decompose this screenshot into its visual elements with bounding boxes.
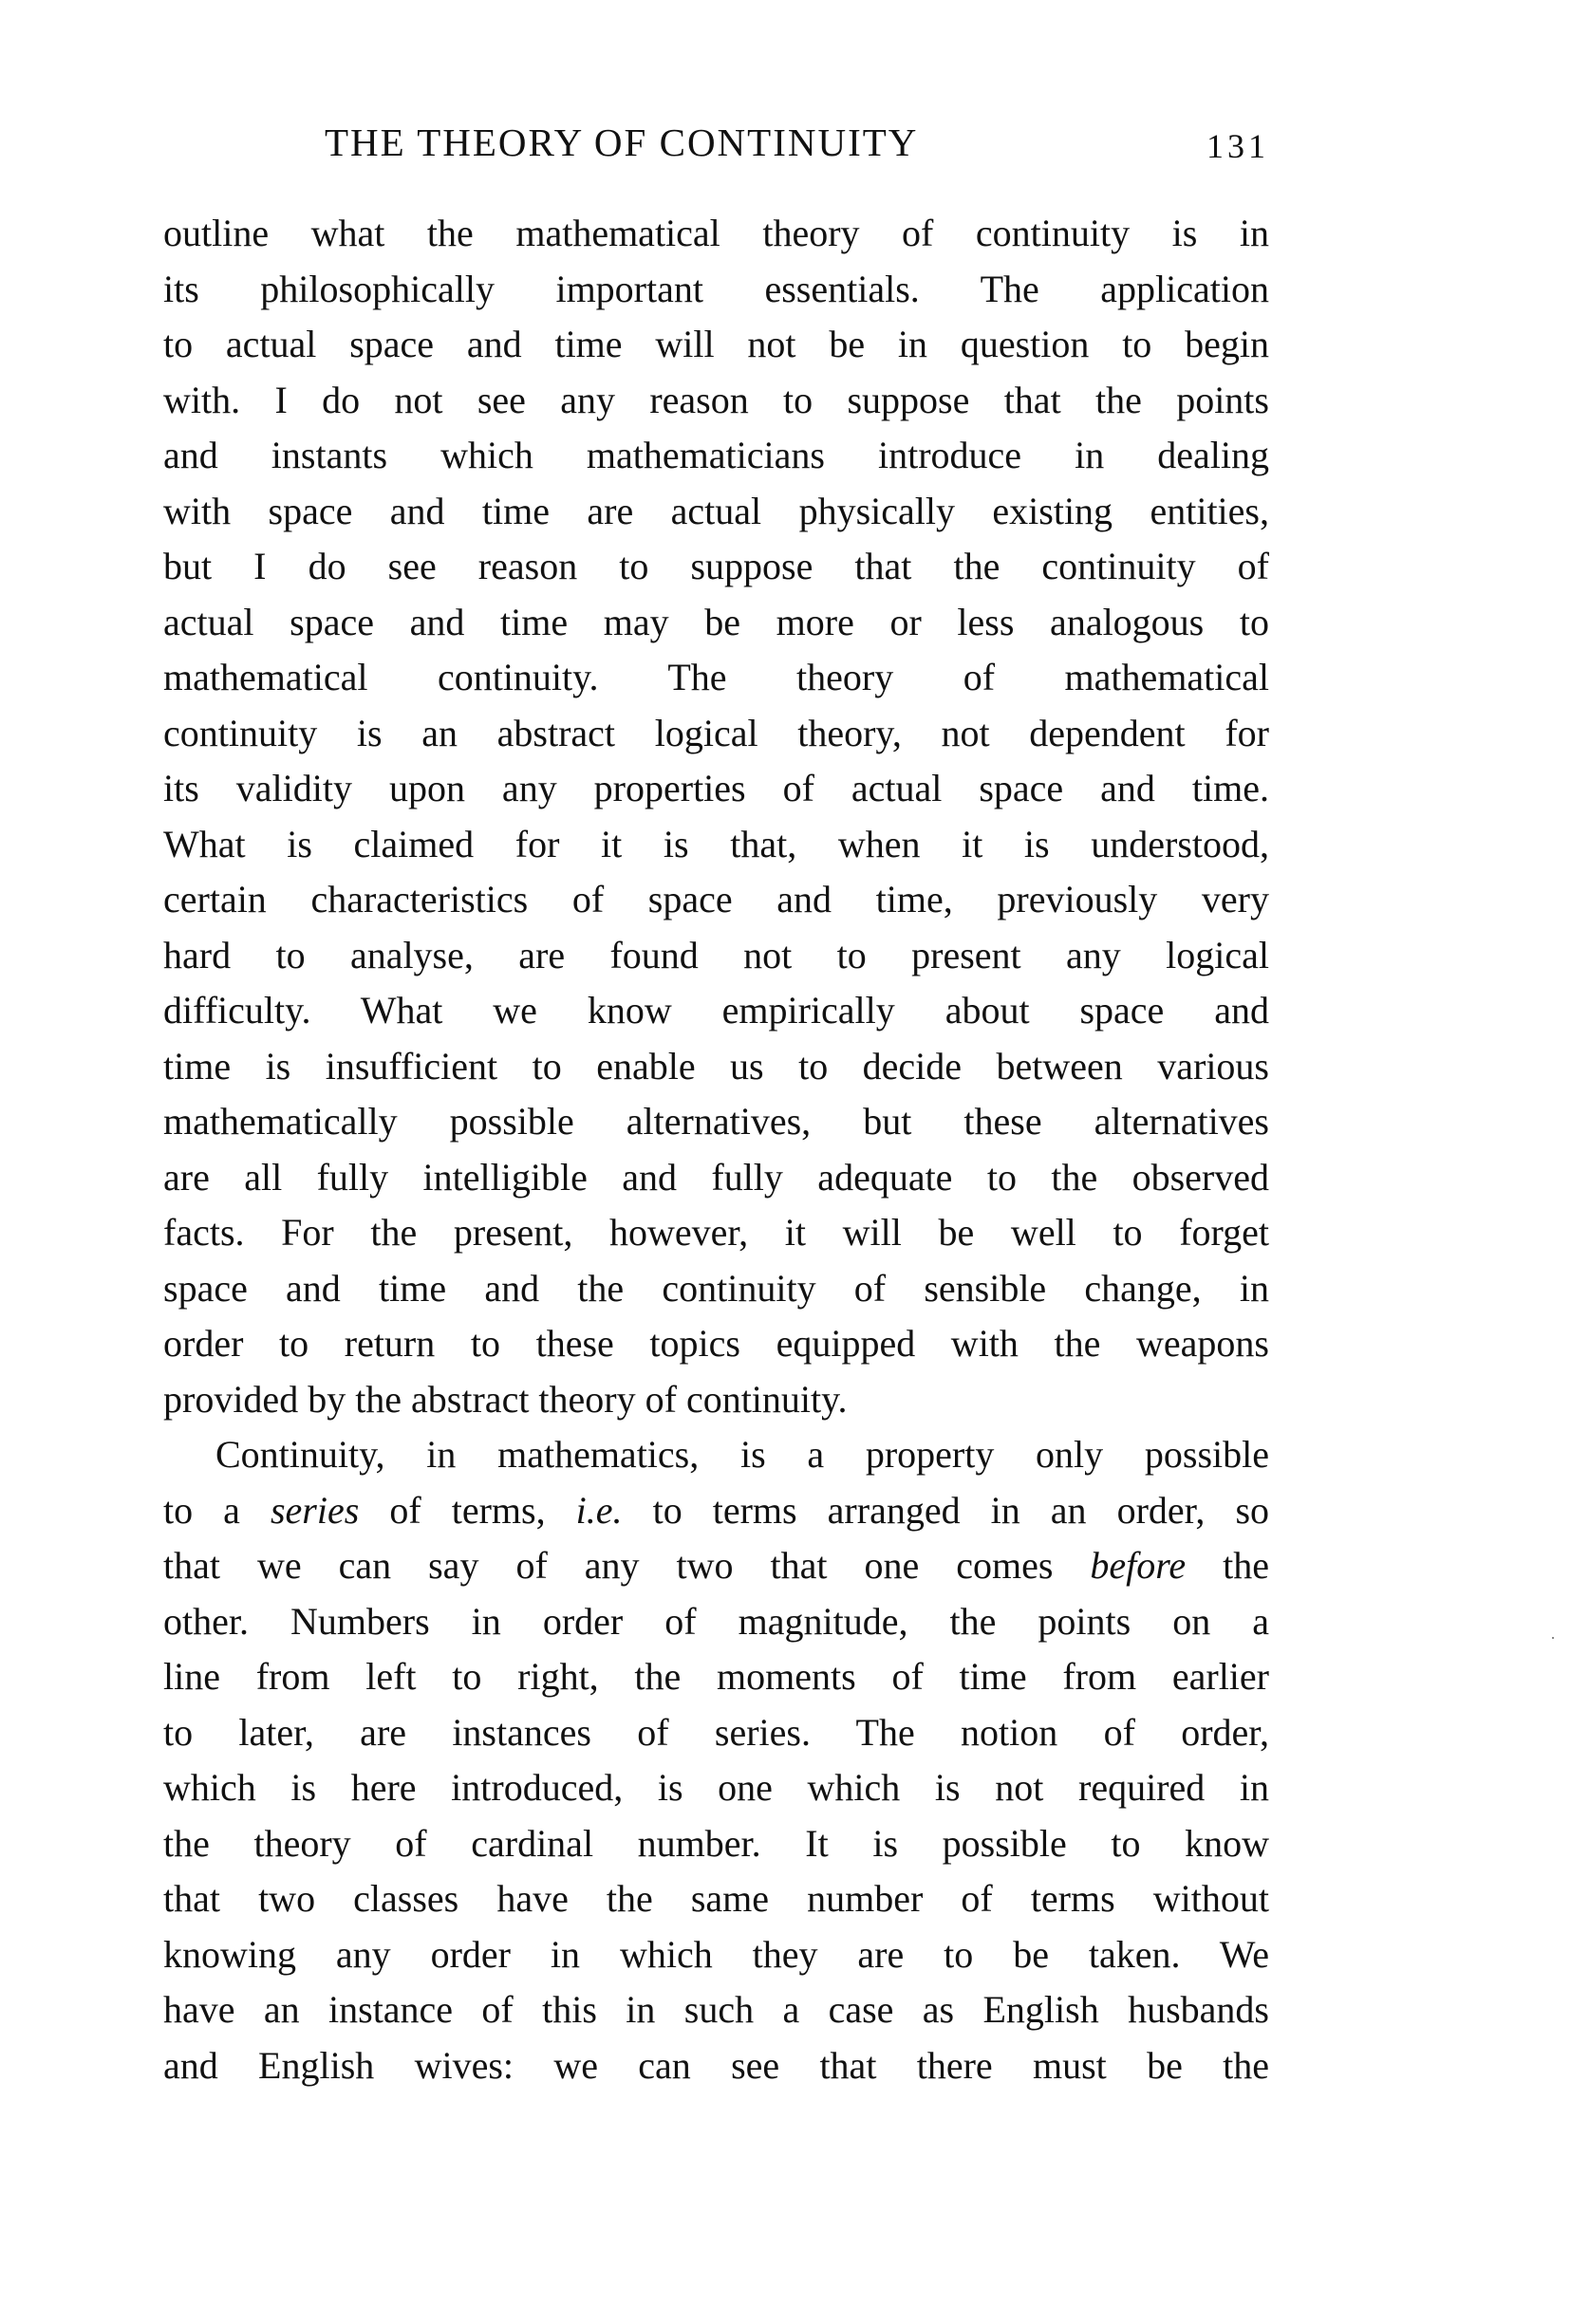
text-line: time is insufficient to enable us to decide between various (163, 1044, 1269, 1088)
running-title: THE THEORY OF CONTINUITY (325, 121, 919, 164)
italic-abbrev-ie: i.e. (575, 1488, 623, 1532)
text-line-with-italics (163, 1538, 1269, 1594)
text-line: to later, are instances of series. The notion of order, (163, 1710, 1269, 1754)
text-line: line from left to right, the moments of time from earlier (163, 1655, 1269, 1698)
text-line-paragraph-end: provided by the abstract theory of continuity. (163, 1377, 848, 1421)
paragraph-continued (163, 206, 1269, 1427)
text-segment: to a (163, 1488, 271, 1532)
body-text (163, 206, 1269, 2093)
text-line: outline what the mathematical theory of continuity is in (163, 212, 1269, 254)
text-line: its philosophically important essentials. The application (163, 267, 1269, 310)
italic-term-series: series (270, 1488, 360, 1532)
text-line: certain characteristics of space and time, previously very (163, 878, 1269, 920)
paragraph (163, 1427, 1269, 2093)
text-segment: to terms arranged in an order, so (622, 1488, 1270, 1532)
text-line: hard to analyse, are found not to present any logical (163, 933, 1269, 976)
text-line-first-indented: Continuity, in mathematics, is a property only possible (215, 1433, 1269, 1476)
text-line: knowing any order in which they are to be taken. We (163, 1932, 1269, 1976)
text-line: other. Numbers in order of magnitude, the points on a (163, 1599, 1269, 1643)
text-line: actual space and time may be more or less analogous to (163, 600, 1269, 643)
text-line: continuity is an abstract logical theory, not dependent for (163, 711, 1269, 754)
italic-term-before: before (1090, 1544, 1187, 1587)
text-segment: that we can say of any two that one comes (163, 1544, 1091, 1587)
text-line: have an instance of this in such a case as English husbands (163, 1988, 1269, 2031)
scan-speck (1552, 1637, 1554, 1639)
text-line: the theory of cardinal number. It is possible to know (163, 1821, 1269, 1865)
text-line: but I do see reason to suppose that the continuity of (163, 545, 1269, 587)
text-line: its validity upon any properties of actual space and time. (163, 767, 1269, 809)
text-line-with-italics (163, 1483, 1269, 1539)
text-line: order to return to these topics equipped with the weapons (163, 1322, 1269, 1365)
text-line: to actual space and time will not be in question to begin (163, 323, 1269, 365)
running-head (163, 114, 1269, 171)
text-line: with. I do not see any reason to suppose that the points (163, 378, 1269, 421)
text-line: and instants which mathematicians introduce in dealing (163, 434, 1269, 476)
text-line: with space and time are actual physically existing entities, (163, 489, 1269, 532)
text-line: mathematical continuity. The theory of mathematical (163, 656, 1269, 698)
text-line: are all fully intelligible and fully adequate to the observed (163, 1155, 1269, 1199)
text-line: and English wives: we can see that there must be the (163, 2043, 1269, 2087)
text-segment: the (1186, 1544, 1269, 1587)
text-line: What is claimed for it is that, when it is understood, (163, 822, 1269, 865)
text-line: difficulty. What we know empirically about space and (163, 989, 1269, 1032)
text-line: facts. For the present, however, it will be well to forget (163, 1211, 1269, 1254)
text-segment: of terms, (359, 1488, 576, 1532)
text-line: space and time and the continuity of sensible change, in (163, 1266, 1269, 1310)
text-line: that two classes have the same number of terms without (163, 1877, 1269, 1920)
text-line: mathematically possible alternatives, but these alternatives (163, 1100, 1269, 1143)
text-line: which is here introduced, is one which is not required in (163, 1766, 1269, 1809)
page-number: 131 (1206, 127, 1269, 165)
